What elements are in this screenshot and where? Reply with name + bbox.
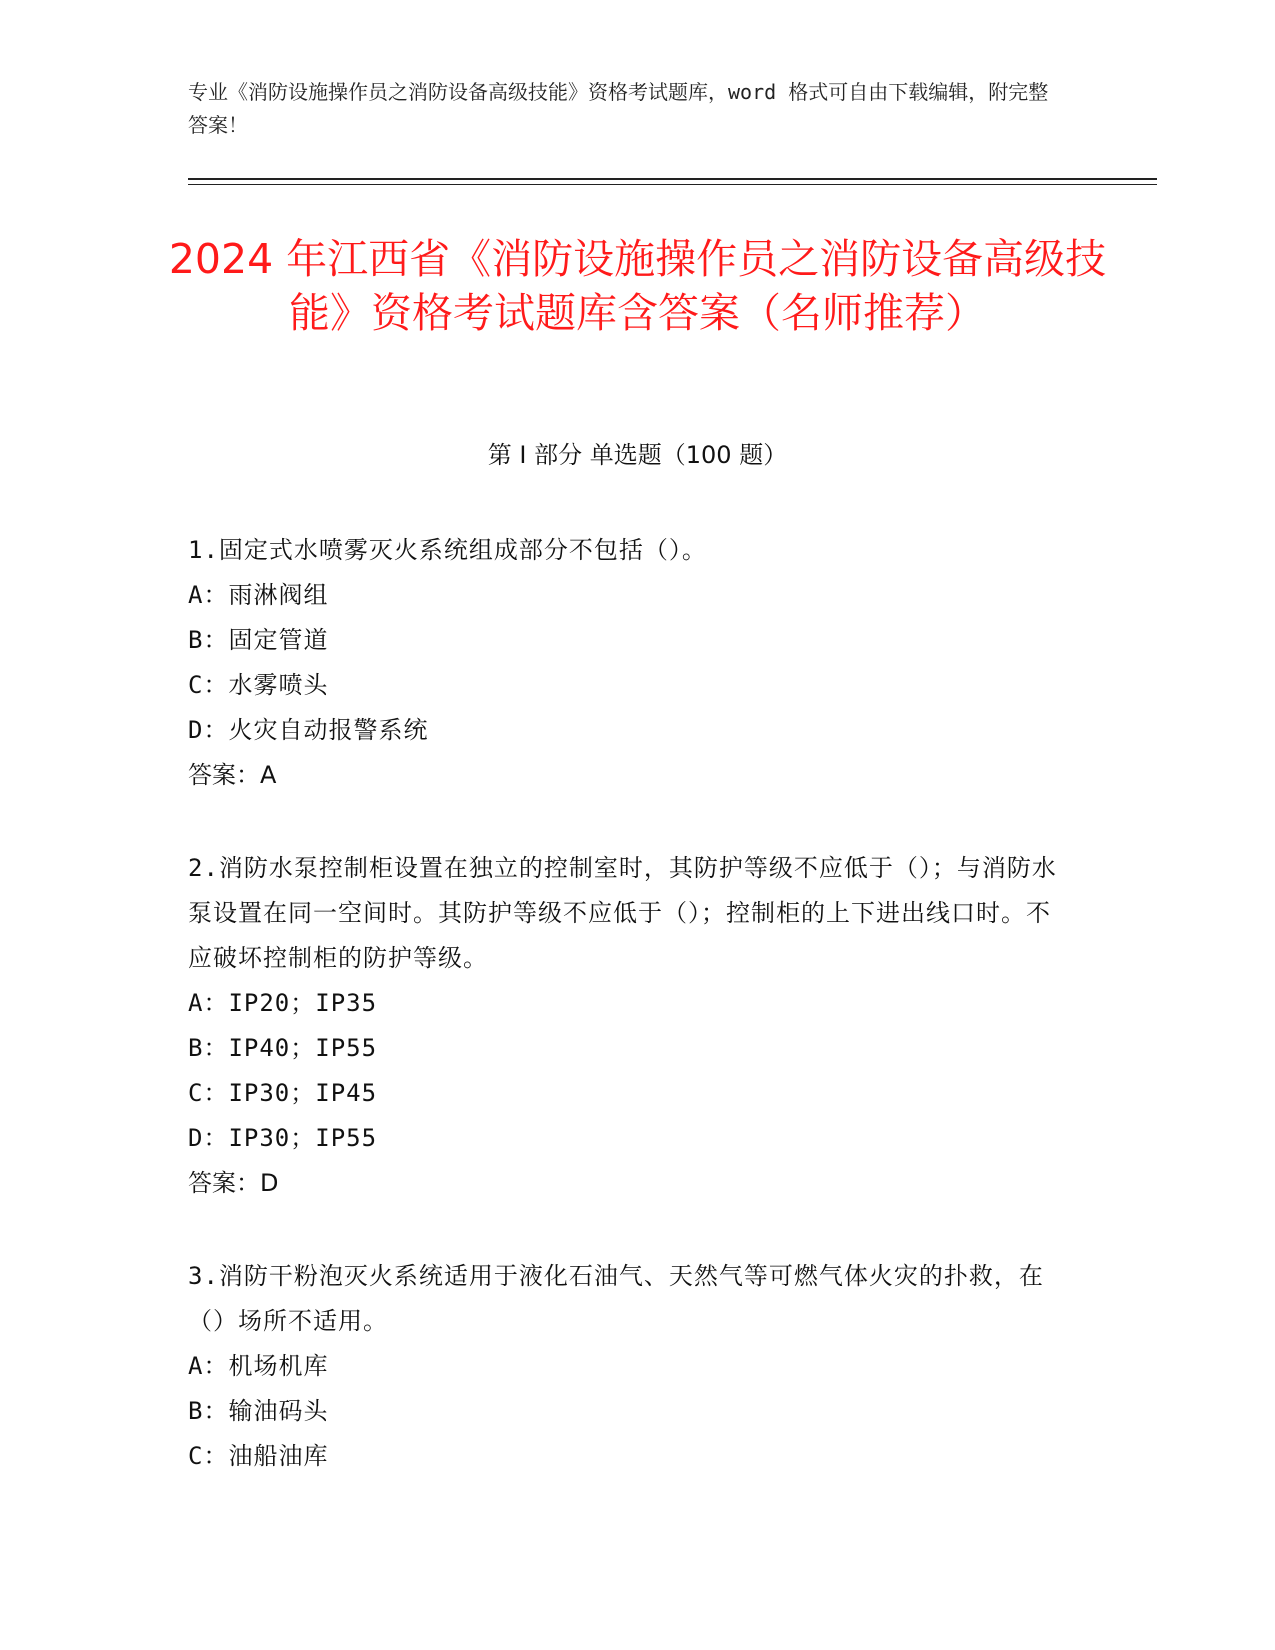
question-stem: 1.固定式水喷雾灭火系统组成部分不包括（）。	[188, 536, 707, 564]
option-c: C：IP30；IP45	[188, 1079, 378, 1107]
answer: 答案：D	[188, 1169, 279, 1197]
option-c: C：水雾喷头	[188, 671, 329, 699]
option-b: B：固定管道	[188, 626, 329, 654]
header-note: 专业《消防设施操作员之消防设备高级技能》资格考试题库，word 格式可自由下载编辑，附完整答案！	[188, 80, 1049, 137]
option-d: D：火灾自动报警系统	[188, 716, 429, 744]
option-d: D：IP30；IP55	[188, 1124, 378, 1152]
question-stem: 3.消防干粉泡灭火系统适用于液化石油气、天然气等可燃气体火灾的扑救，在（）场所不适用。	[188, 1262, 1044, 1335]
header-rule-thin	[188, 184, 1157, 185]
question-stem: 2.消防水泵控制柜设置在独立的控制室时，其防护等级不应低于（）；与消防水泵设置在同一空间时。其防护等级不应低于（）；控制柜的上下进出线口时。不应破坏控制柜的防护等级。	[188, 854, 1057, 972]
question-1	[188, 528, 1068, 798]
document-title: 2024 年江西省《消防设施操作员之消防设备高级技能》资格考试题库含答案（名师推荐）	[168, 235, 1107, 337]
answer: 答案：A	[188, 761, 277, 789]
option-a: A：雨淋阀组	[188, 581, 329, 609]
option-c: C：油船油库	[188, 1442, 329, 1470]
question-list	[188, 528, 1068, 1527]
question-2	[188, 846, 1068, 1206]
option-b: B：输油码头	[188, 1397, 329, 1425]
option-b: B：IP40；IP55	[188, 1034, 378, 1062]
header-rule-thick	[188, 178, 1157, 180]
question-3	[188, 1254, 1068, 1479]
option-a: A：IP20；IP35	[188, 989, 378, 1017]
section-heading: 第 I 部分 单选题（100 题）	[487, 441, 788, 469]
option-a: A：机场机库	[188, 1352, 329, 1380]
